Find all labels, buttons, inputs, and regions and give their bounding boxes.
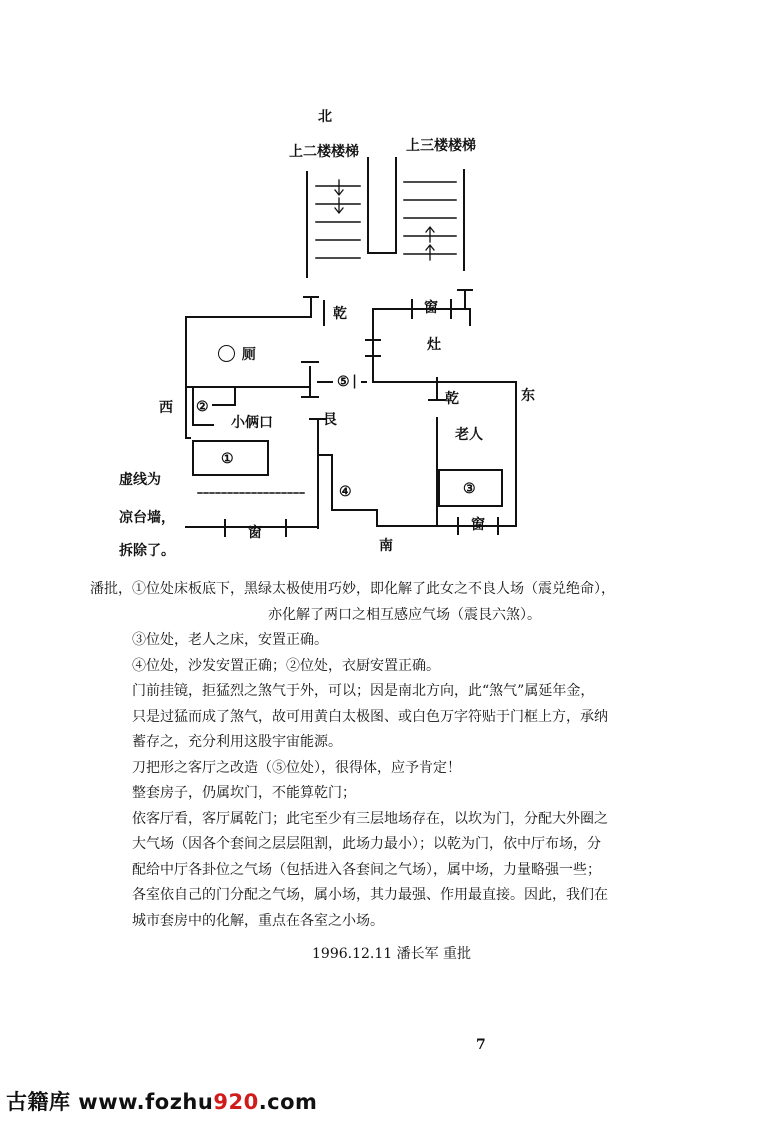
stair-treads-left: [316, 186, 360, 258]
door-marks-top: [304, 290, 472, 317]
note-line-3: 拆除了。: [119, 543, 175, 559]
watermark: [6, 1086, 317, 1116]
stairs-right-label: 上三楼楼梯: [406, 138, 476, 154]
arrow-down-icon: [335, 180, 343, 213]
commentary-line: 各室依自己的门分配之气场，属小场，其力最强、作用最直接。因此，我们在: [132, 887, 608, 903]
window-bottom-right-label: 窗: [471, 517, 485, 533]
gen-label: 艮: [323, 412, 337, 428]
south-label: 南: [379, 538, 393, 554]
stairs-left-label: 上二楼楼梯: [289, 144, 359, 160]
commentary-line: 城市套房中的化解，重点在各室之小场。: [132, 912, 384, 929]
commentary-line: 大气场（因各个套间之层层阻割，此场力最小）；以乾为门，依中厅布场，分: [132, 836, 601, 852]
commentary-line: 整套房子，仍属坎门，不能算乾门；: [132, 785, 356, 801]
marker-5: ⑤: [337, 374, 350, 390]
north-label: 北: [318, 109, 332, 125]
note-line-1: 虚线为: [119, 472, 161, 488]
note-line-2: 凉台墙，: [119, 510, 175, 526]
commentary-line: 亦化解了两口之相互感应气场（震艮六煞）。: [268, 606, 541, 623]
marker-3: ③: [463, 481, 476, 497]
page-number: 7: [476, 1037, 486, 1053]
marker-1: ①: [221, 451, 234, 467]
stove-label: 灶: [427, 337, 441, 353]
commentary-line: 只是过猛而成了煞气，故可用黄白太极图、或白色万字符贴于门框上方，承纳: [132, 708, 608, 725]
arrow-up-icon: [426, 227, 434, 260]
watermark-accent: 920: [213, 1090, 259, 1114]
commentary-line: 蓄存之，充分利用这股宇宙能源。: [132, 734, 342, 750]
commentary-line: 门前挂镜，拒猛烈之煞气于外，可以；因是南北方向，此“煞气”属延年金，: [132, 683, 595, 699]
couple-room-label: 小俩口: [231, 415, 273, 431]
commentary-line: ③位处，老人之床，安置正确。: [132, 632, 328, 648]
west-label: 西: [159, 400, 173, 416]
commentary-line: 潘批，①位处床板底下，黑绿太极使用巧妙，即化解了此女之不良人场（震兑绝命），: [90, 581, 615, 597]
commentary-line: 配给中厅各卦位之气场（包括进入各套间之气场），属中场，力量略强一些；: [132, 861, 601, 878]
signature: 1996.12.11 潘长军 重批: [312, 946, 472, 962]
commentary-line: ④位处，沙发安置正确；②位处，衣厨安置正确。: [132, 657, 440, 674]
commentary-line: 依客厅看，客厅属乾门；此宅至少有三层地场存在，以坎为门，分配大外圈之: [132, 810, 608, 827]
east-label: 东: [521, 388, 535, 404]
window-bottom-left-label: 窗: [248, 525, 262, 541]
watermark-suffix: .com: [258, 1090, 318, 1114]
watermark-prefix: 古籍库 www.fozhu: [6, 1090, 214, 1114]
window-top-label: 窗: [424, 300, 438, 316]
marker-2: ②: [196, 399, 209, 415]
marker-5-bar: |: [352, 373, 358, 389]
commentary-line: 刀把形之客厅之改造（⑤位处），很得体，应予肯定！: [132, 759, 461, 776]
elder-room-label: 老人: [455, 427, 483, 443]
qian-right-label: 乾: [445, 391, 459, 407]
circle-icon: [218, 345, 235, 362]
commentary: [90, 577, 730, 934]
toilet-label: 厕: [218, 345, 256, 363]
stair-treads-right: [404, 182, 456, 254]
marker-4: ④: [339, 484, 352, 500]
qian-top-label: 乾: [333, 306, 347, 322]
